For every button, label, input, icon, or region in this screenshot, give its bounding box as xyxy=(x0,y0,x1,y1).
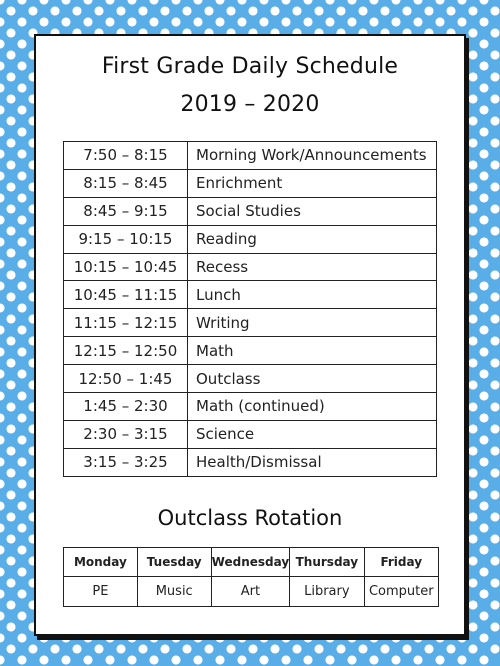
time-cell: 7:50 – 8:15 xyxy=(64,142,188,170)
class-cell: Computer xyxy=(364,577,438,607)
day-header: Tuesday xyxy=(137,548,211,577)
activity-cell: Health/Dismissal xyxy=(188,448,437,476)
time-cell: 12:50 – 1:45 xyxy=(64,365,188,393)
daily-schedule-table xyxy=(63,141,437,477)
activity-cell: Writing xyxy=(188,309,437,337)
table-row xyxy=(64,281,437,309)
activity-cell: Social Studies xyxy=(188,197,437,225)
outclass-rotation-table xyxy=(63,547,439,607)
activity-cell: Morning Work/Announcements xyxy=(188,142,437,170)
rotation-title: Outclass Rotation xyxy=(157,506,343,530)
day-header: Friday xyxy=(364,548,438,577)
day-header: Wednesday xyxy=(211,548,290,577)
table-row xyxy=(64,420,437,448)
activity-cell: Math xyxy=(188,337,437,365)
class-cell: Library xyxy=(290,577,364,607)
time-cell: 9:15 – 10:15 xyxy=(64,225,188,253)
time-cell: 1:45 – 2:30 xyxy=(64,393,188,421)
day-header: Thursday xyxy=(290,548,364,577)
table-row xyxy=(64,253,437,281)
table-row xyxy=(64,577,439,607)
table-row xyxy=(64,142,437,170)
activity-cell: Enrichment xyxy=(188,169,437,197)
table-row xyxy=(64,309,437,337)
table-row xyxy=(64,197,437,225)
time-cell: 3:15 – 3:25 xyxy=(64,448,188,476)
table-row xyxy=(64,225,437,253)
table-row xyxy=(64,448,437,476)
time-cell: 12:15 – 12:50 xyxy=(64,337,188,365)
time-cell: 8:15 – 8:45 xyxy=(64,169,188,197)
table-row xyxy=(64,337,437,365)
activity-cell: Reading xyxy=(188,225,437,253)
time-cell: 10:15 – 10:45 xyxy=(64,253,188,281)
class-cell: PE xyxy=(64,577,138,607)
activity-cell: Lunch xyxy=(188,281,437,309)
time-cell: 11:15 – 12:15 xyxy=(64,309,188,337)
activity-cell: Recess xyxy=(188,253,437,281)
class-cell: Music xyxy=(137,577,211,607)
time-cell: 8:45 – 9:15 xyxy=(64,197,188,225)
time-cell: 2:30 – 3:15 xyxy=(64,420,188,448)
class-cell: Art xyxy=(211,577,290,607)
schedule-title: First Grade Daily Schedule xyxy=(101,54,399,79)
day-header: Monday xyxy=(64,548,138,577)
table-row xyxy=(64,169,437,197)
table-row xyxy=(64,393,437,421)
activity-cell: Outclass xyxy=(188,365,437,393)
activity-cell: Science xyxy=(188,420,437,448)
table-header-row xyxy=(64,548,439,577)
activity-cell: Math (continued) xyxy=(188,393,437,421)
time-cell: 10:45 – 11:15 xyxy=(64,281,188,309)
table-row xyxy=(64,365,437,393)
school-year: 2019 – 2020 xyxy=(180,92,320,117)
schedule-card xyxy=(34,34,466,636)
